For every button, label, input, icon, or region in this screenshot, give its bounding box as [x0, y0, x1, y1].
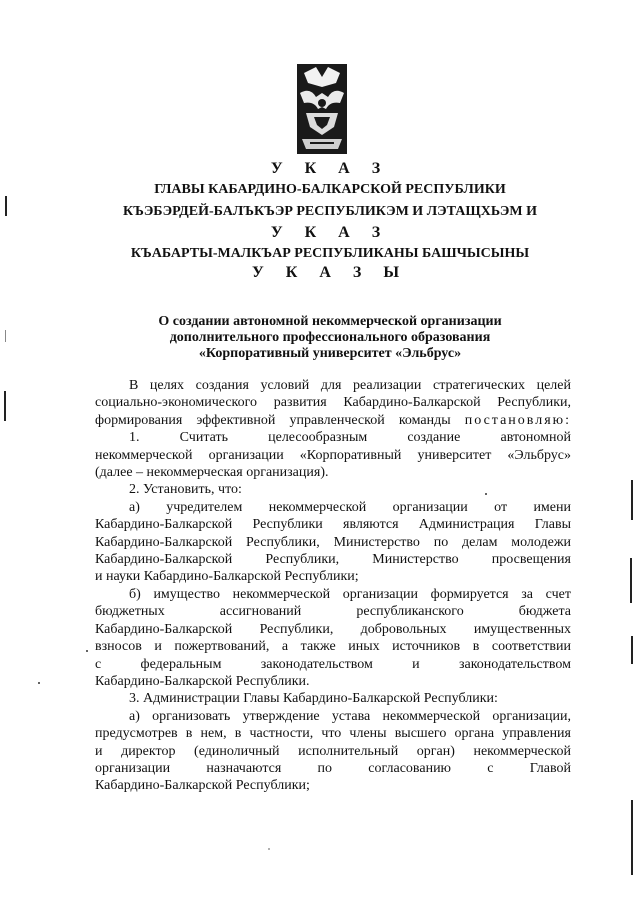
head-title-kabardian: КЪЭБЭРДЕЙ-БАЛЪКЪЭР РЕСПУБЛИКЭМ И ЛЭТАЩХЬЭМ И	[122, 204, 538, 219]
body-line: Кабардино-Балкарской Республики.	[95, 673, 310, 689]
decree-title	[120, 314, 540, 362]
head-title-russian: ГЛАВЫ КАБАРДИНО-БАЛКАРСКОЙ РЕСПУБЛИКИ	[154, 182, 506, 197]
body-line: социально-экономического развития Кабардино-Балкарской Республики,	[95, 395, 571, 411]
body-line: б) имущество некоммерческой организации формируется за счет	[129, 586, 571, 602]
scan-artifact-dot	[485, 493, 487, 495]
decree-body	[95, 377, 571, 795]
decree-heading-kabardian: У К А З	[270, 224, 390, 241]
body-line: В целях создания условий для реализации стратегических целей	[129, 378, 571, 393]
scan-artifact-mark	[5, 330, 6, 342]
body-line: 2. Установить, что:	[129, 482, 242, 498]
scan-artifact-mark	[631, 800, 633, 875]
body-line: Кабардино-Балкарской Республики являются Администрация Главы	[95, 517, 571, 533]
scan-artifact-mark	[630, 558, 632, 603]
body-line: а) учредителем некоммерческой организации от имени	[129, 499, 571, 515]
scan-artifact-dot	[38, 682, 40, 684]
body-line: 1. Считать целесообразным создание автономной	[129, 430, 571, 446]
scan-artifact-dot	[86, 650, 88, 652]
coat-of-arms-emblem	[296, 63, 348, 155]
body-line: предусмотрев в нем, в частности, что члены высшего органа управления	[95, 726, 571, 742]
body-line: 3. Администрации Главы Кабардино-Балкарской Республики:	[129, 691, 498, 707]
body-line: Кабардино-Балкарской Республики, Министерство по делам молодежи	[95, 534, 571, 550]
scan-artifact-mark	[631, 480, 633, 520]
body-line: и директор (единоличный исполнительный орган) некоммерческой	[95, 743, 571, 759]
body-line: Кабардино-Балкарской Республики, добровольных имущественных	[95, 621, 571, 637]
body-line: некоммерческой организации «Корпоративный университет «Эльбрус»	[95, 447, 571, 463]
scan-artifact-mark	[631, 636, 633, 664]
decree-heading-balkarian: У К А З Ы	[251, 264, 409, 281]
decree-keyword: постановляю:	[464, 412, 571, 428]
decree-title-line: дополнительного профессионального образования	[169, 330, 491, 345]
body-line: организации назначаются по согласованию с Главой	[95, 760, 571, 776]
scan-artifact-mark	[5, 196, 7, 216]
body-text: формирования эффективной управленческой команды	[95, 412, 451, 428]
decree-title-line: «Корпоративный университет «Эльбрус»	[198, 346, 462, 361]
body-line: а) организовать утверждение устава некоммерческой организации,	[129, 708, 571, 724]
head-title-balkarian: КЪАБАРТЫ-МАЛКЪАР РЕСПУБЛИКАНЫ БАШЧЫСЫНЫ	[130, 246, 530, 261]
body-line: (далее – некоммерческая организация).	[95, 465, 329, 481]
scan-artifact-mark	[4, 391, 6, 421]
body-line: бюджетных ассигнований республиканского бюджета	[95, 604, 571, 620]
body-line: Кабардино-Балкарской Республики;	[95, 778, 310, 794]
body-line: и науки Кабардино-Балкарской Республики;	[95, 569, 359, 585]
scan-artifact-dot	[268, 848, 270, 850]
body-line	[95, 412, 571, 429]
body-line: взносов и пожертвований, а также иных источников в соответствии	[95, 639, 571, 655]
body-line: с федеральным законодательством и законодательством	[95, 656, 571, 672]
body-line: Кабардино-Балкарской Республики, Министерство просвещения	[95, 552, 571, 568]
decree-heading-russian: У К А З	[270, 160, 390, 177]
decree-title-line: О создании автономной некоммерческой организации	[158, 314, 502, 329]
